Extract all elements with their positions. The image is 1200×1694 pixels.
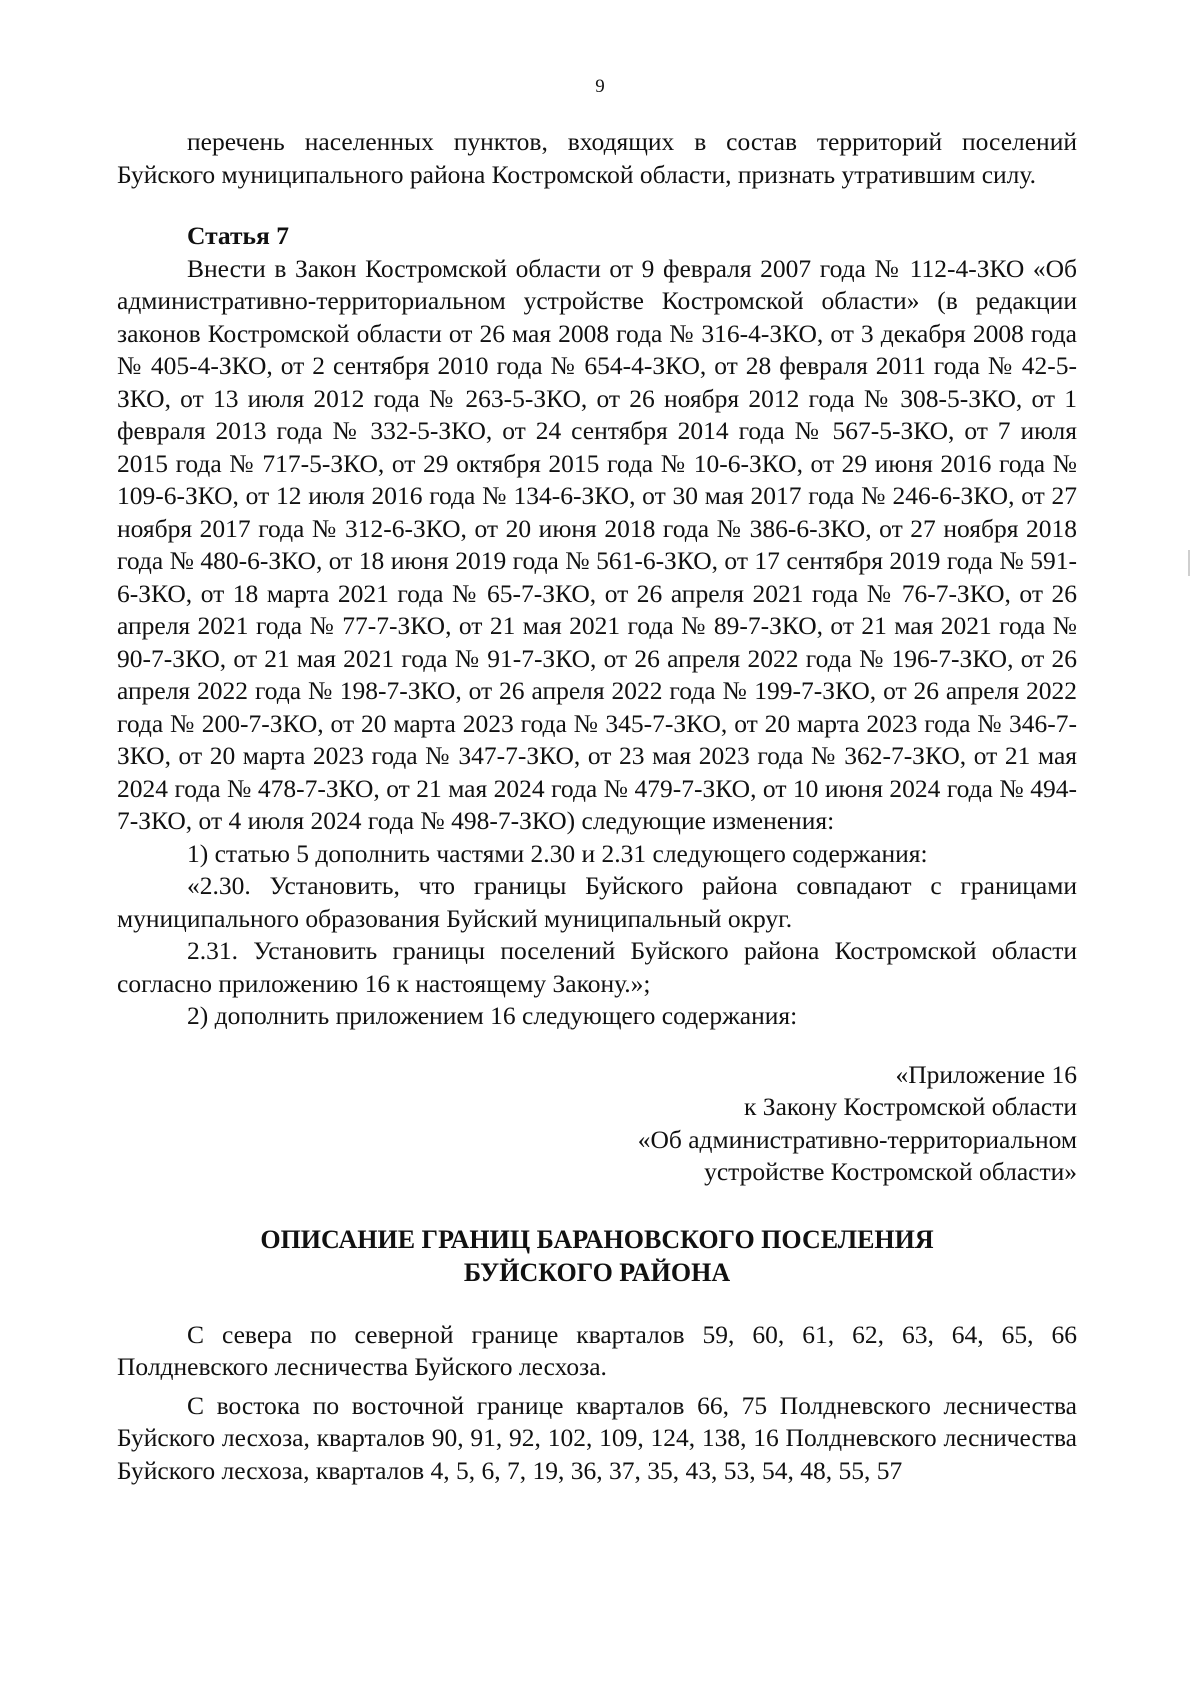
amendment-item-1: 1) статью 5 дополнить частями 2.30 и 2.31 следующего содержания:	[187, 838, 928, 868]
amendment-part-2-31: 2.31. Установить границы поселений Буйского района Костромской области согласно приложению 16 к настоящему Закону.»;	[117, 936, 1077, 998]
scan-mark	[1188, 550, 1190, 576]
page-number: 9	[595, 76, 605, 97]
document-body	[117, 126, 1077, 1487]
amendment-item-2: 2) дополнить приложением 16 следующего содержания:	[187, 1001, 798, 1030]
appendix-line-4: устройстве Костромской области»	[704, 1157, 1077, 1186]
amendment-part-2-30: «2.30. Установить, что границы Буйского района совпадают с границами муниципального образования Буйский муниципальный округ.	[117, 871, 1077, 933]
boundary-east: С востока по восточной границе кварталов 66, 75 Полдневского лесничества Буйского лесхоза, кварталов 90, 91, 92, 102, 109, 124, 138, 16 Полдневского лесничества Буйского лесхоза, кварталов 4, 5, 6, 7, 19, 36, 37, 35, 43, 53, 54, 48, 55, 57	[117, 1390, 1077, 1485]
section-heading-line-2: БУЙСКОГО РАЙОНА	[463, 1257, 731, 1287]
article-title: Статья 7	[187, 221, 289, 250]
boundary-north: С севера по северной границе кварталов 59, 60, 61, 62, 63, 64, 65, 66 Полдневского лесничества Буйского лесхоза.	[117, 1319, 1077, 1381]
appendix-line-1: «Приложение 16	[895, 1059, 1077, 1089]
section-heading	[117, 1223, 1077, 1289]
appendix-reference	[117, 1059, 1077, 1189]
section-heading-line-1: ОПИСАНИЕ ГРАНИЦ БАРАНОВСКОГО ПОСЕЛЕНИЯ	[260, 1224, 934, 1254]
article-text: Внести в Закон Костромской области от 9 февраля 2007 года № 112-4-ЗКО «Об административно-территориальном устройстве Костромской области» (в редакции законов Костромской области от 26 мая 2008 года № 316-4-ЗКО, от 3 декабря 2008 года № 405-4-ЗКО, от 2 сентября 2010 года № 654-4-ЗКО, от 28 февраля 2011 года № 42-5-ЗКО, от 13 июля 2012 года № 263-5-ЗКО, от 26 ноября 2012 года № 308-5-ЗКО, от 1 февраля 2013 года № 332-5-ЗКО, от 24 сентября 2014 года № 567-5-ЗКО, от 7 июля 2015 года № 717-5-ЗКО, от 29 октября 2015 года № 10-6-ЗКО, от 29 июня 2016 года № 109-6-ЗКО, от 12 июля 2016 года № 134-6-ЗКО, от 30 мая 2017 года № 246-6-ЗКО, от 27 ноября 2017 года № 312-6-ЗКО, от 20 июня 2018 года № 386-6-ЗКО, от 27 ноября 2018 года № 480-6-ЗКО, от 18 июня 2019 года № 561-6-ЗКО, от 17 сентября 2019 года № 591-6-ЗКО, от 18 марта 2021 года № 65-7-ЗКО, от 26 апреля 2021 года № 76-7-ЗКО, от 26 апреля 2021 года № 77-7-ЗКО, от 21 мая 2021 года № 89-7-ЗКО, от 21 мая 2021 года № 90-7-ЗКО, от 21 мая 2021 года № 91-7-ЗКО, от 26 апреля 2022 года № 196-7-ЗКО, от 26 апреля 2022 года № 198-7-ЗКО, от 26 апреля 2022 года № 199-7-ЗКО, от 26 апреля 2022 года № 200-7-ЗКО, от 20 марта 2023 года № 345-7-ЗКО, от 20 марта 2023 года № 346-7-ЗКО, от 20 марта 2023 года № 347-7-ЗКО, от 23 мая 2023 года № 362-7-ЗКО, от 21 мая 2024 года № 478-7-ЗКО, от 21 мая 2024 года № 479-7-ЗКО, от 10 июня 2024 года № 494-7-ЗКО, от 4 июля 2024 года № 498-7-ЗКО) следующие изменения:	[117, 253, 1077, 835]
intro-paragraph: перечень населенных пунктов, входящих в состав территорий поселений Буйского муниципального района Костромской области, признать утратившим силу.	[117, 127, 1077, 189]
appendix-line-3: «Об административно-территориальном	[637, 1124, 1077, 1154]
appendix-line-2: к Закону Костромской области	[744, 1092, 1077, 1121]
